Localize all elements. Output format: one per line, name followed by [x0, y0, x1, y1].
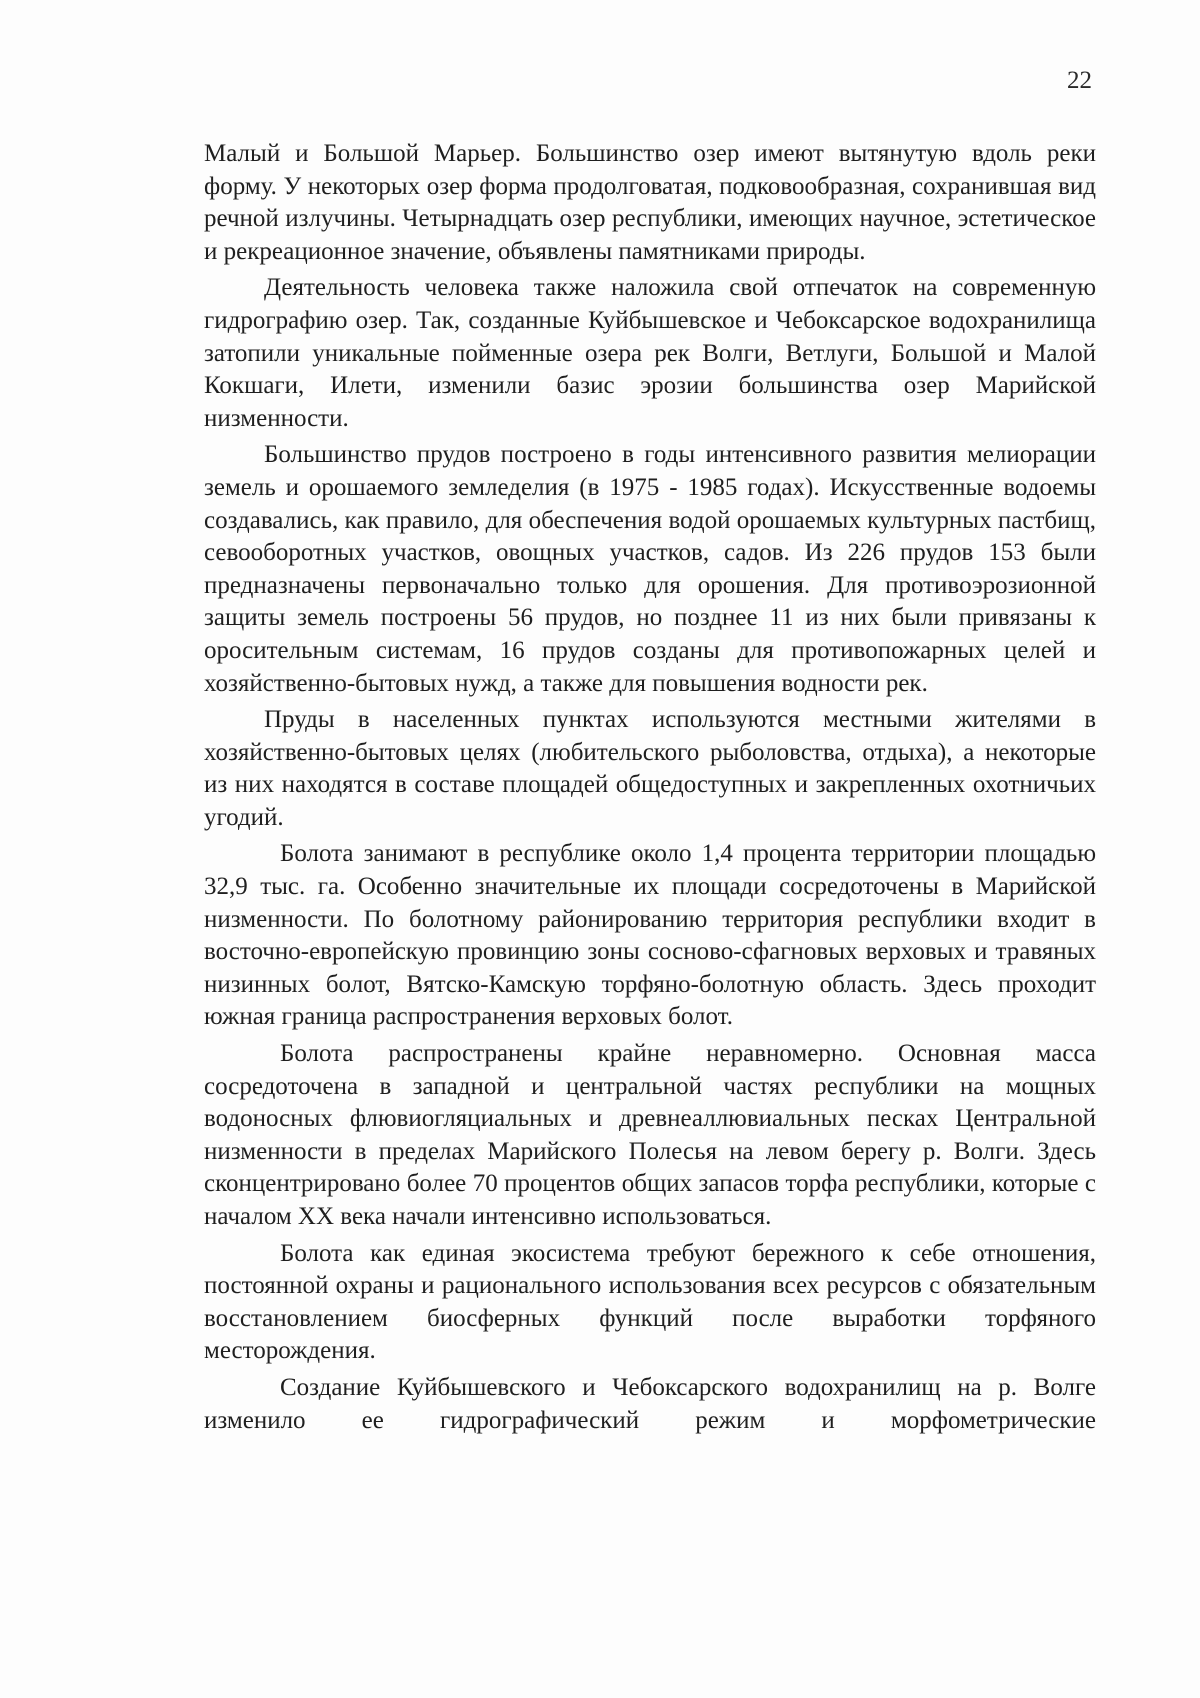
paragraph-reservoirs: Создание Куйбышевского и Чебоксарского водохранилищ на р. Волге изменило ее гидрографический режим и морфометрические — [204, 1373, 1096, 1434]
paragraph-swamps-ecosystem: Болота как единая экосистема требуют бережного к себе отношения, постоянной охраны и рационального использования всех ресурсов с обязательным восстановлением биосферных функций после выработки торфяного месторождения. — [204, 1239, 1096, 1365]
paragraph-ponds-construction: Большинство прудов построено в годы интенсивного развития мелиорации земель и орошаемого земледелия (в 1975 - 1985 годах). Искусственные водоемы создавались, как правило, для обеспечения водой орошаемых культурных пастбищ, севооборотных участков, овощных участков, садов. Из 226 прудов 153 были предназначены первоначально только для орошения. Для противоэрозионной защиты земель построены 56 прудов, но позднее 11 из них были привязаны к оросительным системам, 16 прудов созданы для противопожарных целей и хозяйственно-бытовых нужд, а также для повышения водности рек. — [204, 441, 1096, 697]
paragraph-swamps-distribution: Болота распространены крайне неравномерно. Основная масса сосредоточена в западной и центральной частях республики на мощных водоносных флювиогляциальных и древнеаллювиальных песках Центральной низменности в пределах Марийского Полесья на левом берегу р. Волги. Здесь сконцентрировано более 70 процентов общих запасов торфа республики, которые с началом XX века начали интенсивно использоваться. — [204, 1040, 1096, 1230]
paragraph-ponds-usage: Пруды в населенных пунктах используются местными жителями в хозяйственно-бытовых целях (любительского рыболовства, отдыха), а некоторые из них находятся в составе площадей общедоступных и закрепленных охотничьих угодий. — [204, 706, 1096, 831]
paragraph-human-activity: Деятельность человека также наложила свой отпечаток на современную гидрографию озер. Так, созданные Куйбышевское и Чебоксарское водохранилища затопили уникальные пойменные озера рек Волги, Ветлуги, Большой и Малой Кокшаги, Илети, изменили базис эрозии большинства озер Марийской низменности. — [204, 274, 1096, 432]
paragraph-swamps-area: Болота занимают в республике около 1,4 процента территории площадью 32,9 тыс. га. Особенно значительные их площади сосредоточены в Марийской низменности. По болотному районированию территория республики входит в восточно-европейскую провинцию зоны сосново-сфагновых верховых и травяных низинных болот, Вятско-Камскую торфяно-болотную область. Здесь проходит южная граница распространения верховых болот. — [204, 840, 1096, 1031]
document-body — [204, 138, 1096, 1441]
paragraph-lakes-shape: Малый и Большой Марьер. Большинство озер имеют вытянутую вдоль реки форму. У некоторых озер форма продолговатая, подковообразная, сохранившая вид речной излучины. Четырнадцать озер республики, имеющих научное, эстетическое и рекреационное значение, объявлены памятниками природы. — [204, 140, 1096, 265]
page-number: 22 — [1067, 67, 1092, 94]
